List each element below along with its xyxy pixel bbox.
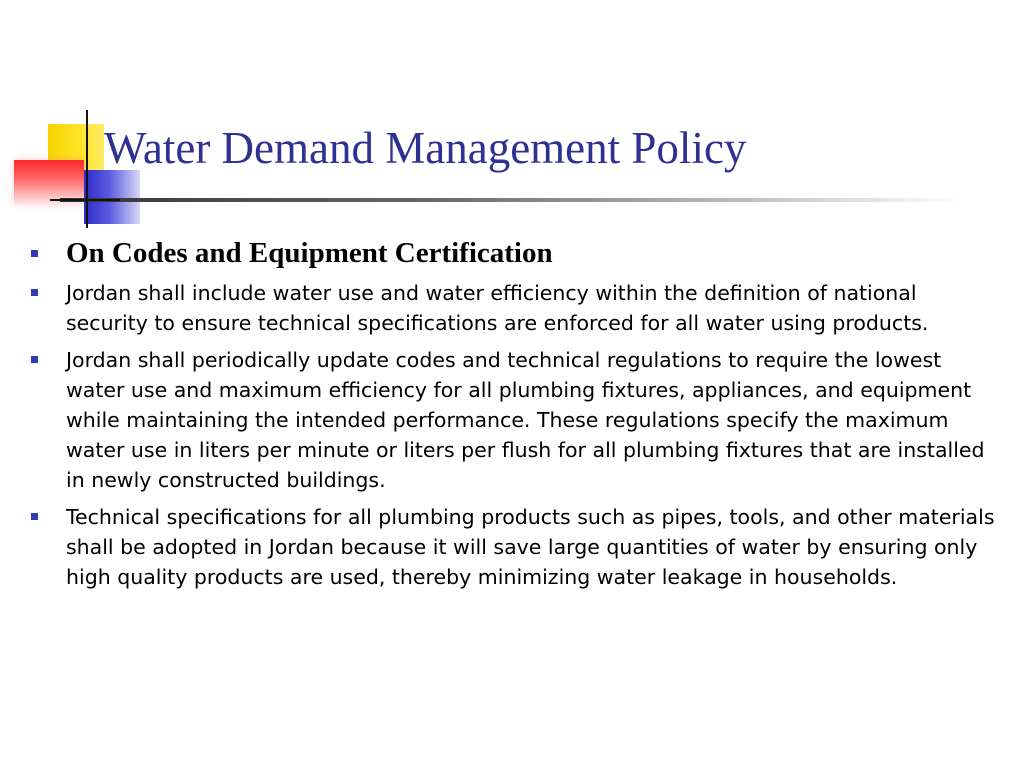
bullet-item xyxy=(26,502,1006,592)
square-bullet-icon xyxy=(31,289,38,296)
bullet-heading-text: On Codes and Equipment Certification xyxy=(66,237,553,269)
title-underline-rule xyxy=(60,198,965,202)
logo-vertical-line xyxy=(86,110,88,228)
bullet-item xyxy=(26,278,1006,338)
square-bullet-icon xyxy=(31,513,38,520)
logo-blue-square xyxy=(84,170,140,224)
bullet-item-text: Jordan shall include water use and water efficiency within the definition of national security to ensure technical specifications are enforced for all water using products. xyxy=(66,281,929,335)
slide-title: Water Demand Management Policy xyxy=(104,123,747,173)
bullet-item-text: Jordan shall periodically update codes and technical regulations to require the lowest water use and maximum efficiency for all plumbing fixtures, appliances, and equipment while maintaining the intended performance. These regulations specify the maximum water use in liters per minute or liters per flush for all plumbing fixtures that are installed in newly constructed buildings. xyxy=(66,348,985,492)
bullet-list xyxy=(26,234,1006,599)
square-bullet-icon xyxy=(31,250,38,257)
bullet-item-text: Technical specifications for all plumbing products such as pipes, tools, and other materials shall be adopted in Jordan because it will save large quantities of water by ensuring only high quality products are used, thereby minimizing water leakage in households. xyxy=(66,505,995,589)
bullet-heading xyxy=(26,234,1006,272)
logo-horizontal-line xyxy=(50,199,120,201)
square-bullet-icon xyxy=(31,356,38,363)
bullet-item xyxy=(26,345,1006,495)
